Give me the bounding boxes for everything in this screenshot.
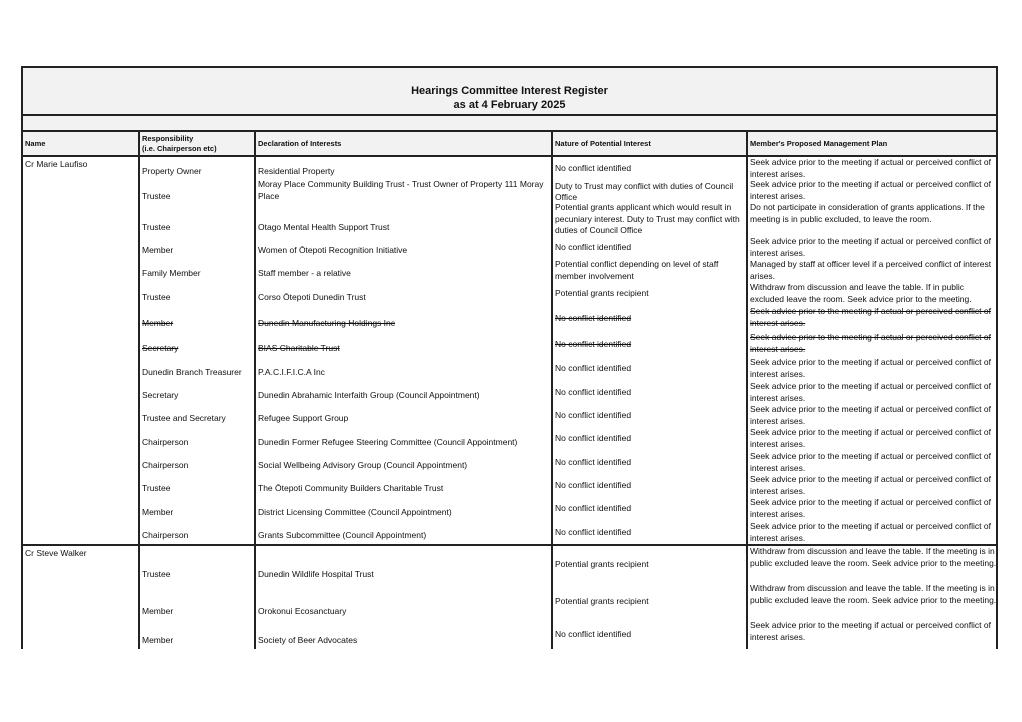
- header-responsibility-line1: Responsibility: [142, 133, 194, 143]
- plan-cell: [748, 236, 998, 259]
- responsibility-cell-text: Chairperson: [142, 436, 189, 447]
- nature-cell-text: Potential grants recipient: [555, 595, 649, 606]
- nature-cell-text: No conflict identified: [555, 526, 632, 537]
- declaration-cell-text: Dunedin Wildlife Hospital Trust: [258, 568, 374, 579]
- nature-cell: [553, 404, 748, 427]
- nature-cell: [553, 474, 748, 497]
- plan-cell-text: Seek advice prior to the meeting if actual or perceived conflict of interest arises.: [750, 236, 991, 258]
- table-row: [140, 474, 998, 497]
- declaration-cell: [256, 282, 553, 306]
- plan-cell-text: Withdraw from discussion and leave the table. If the meeting is in public excluded leave the room. Seek advice prior to the meeting.: [750, 583, 997, 605]
- plan-cell-text: Seek advice prior to the meeting if actual or perceived conflict of interest arises.: [750, 179, 991, 201]
- table-row: [140, 332, 998, 357]
- table-row: [140, 583, 998, 620]
- declaration-cell: [256, 474, 553, 497]
- responsibility-cell-text: Trustee: [142, 222, 171, 232]
- declaration-cell: [256, 202, 553, 237]
- declaration-cell: [256, 236, 553, 259]
- header-plan: Member's Proposed Management Plan: [750, 138, 888, 148]
- header-responsibility: [140, 132, 256, 155]
- table-row: [140, 546, 998, 583]
- declaration-cell-text: Dunedin Abrahamic Interfaith Group (Council Appointment): [258, 389, 480, 400]
- responsibility-cell: [140, 259, 256, 282]
- responsibility-cell-text: Member: [142, 244, 174, 255]
- nature-cell-text: No conflict identified: [555, 409, 632, 420]
- table-header: [21, 132, 998, 157]
- nature-cell: [553, 521, 748, 544]
- nature-cell-text: Potential grants recipient: [555, 558, 649, 569]
- responsibility-cell-text: Trustee: [142, 482, 171, 493]
- plan-cell-text: Seek advice prior to the meeting if actual or perceived conflict of interest arises.: [750, 306, 991, 328]
- plan-cell: [748, 381, 998, 404]
- nature-cell-text: Potential grants applicant which would result in pecuniary interest. Duty to Trust may conflict with duties of Council Office: [555, 202, 740, 235]
- nature-cell: [553, 259, 748, 282]
- plan-cell-text: Seek advice prior to the meeting if actual or perceived conflict of interest arises.: [750, 157, 991, 179]
- declaration-cell-text: Otago Mental Health Support Trust: [258, 222, 390, 232]
- responsibility-cell: [140, 404, 256, 427]
- nature-cell: [553, 546, 748, 583]
- nature-cell-text: No conflict identified: [555, 338, 632, 349]
- nature-cell: [553, 157, 748, 180]
- declaration-cell-text: District Licensing Committee (Council Appointment): [258, 506, 452, 517]
- table-row: [140, 202, 998, 236]
- responsibility-cell-text: Trustee and Secretary: [142, 412, 226, 423]
- plan-cell: [748, 546, 998, 583]
- table-row: [140, 306, 998, 332]
- declaration-cell: [256, 451, 553, 474]
- nature-cell-text: Potential conflict depending on level of staff member involvement: [555, 259, 719, 281]
- table-body: [21, 157, 998, 649]
- responsibility-cell: [140, 282, 256, 306]
- declaration-cell-text: BIAS Charitable Trust: [258, 342, 340, 353]
- responsibility-cell: [140, 332, 256, 357]
- header-nature: Nature of Potential Interest: [553, 132, 748, 155]
- nature-cell: [553, 620, 748, 649]
- nature-cell-text: No conflict identified: [555, 313, 632, 324]
- nature-cell-text: No conflict identified: [555, 479, 632, 490]
- nature-cell: [553, 381, 748, 404]
- nature-cell-text: Potential grants recipient: [555, 288, 649, 299]
- plan-cell: [748, 474, 998, 497]
- responsibility-cell: [140, 202, 256, 237]
- declaration-cell: [256, 427, 553, 451]
- declaration-cell-text: Moray Place Community Building Trust - Trust Owner of Property 111 Moray Place: [258, 179, 544, 201]
- nature-cell: [553, 236, 748, 259]
- nature-cell: [553, 427, 748, 451]
- header-declaration: Declaration of Interests: [256, 132, 553, 155]
- plan-cell-text: Seek advice prior to the meeting if actual or perceived conflict of interest arises.: [750, 332, 991, 354]
- plan-cell-text: Withdraw from discussion and leave the table. If in public excluded leave the room. Seek advice prior to the meeting.: [750, 282, 972, 304]
- plan-cell-text: Seek advice prior to the meeting if actual or perceived conflict of interest arises.: [750, 451, 991, 473]
- table-row: [140, 282, 998, 306]
- plan-cell-text: Seek advice prior to the meeting if actual or perceived conflict of interest arises.: [750, 620, 991, 642]
- spacer-row: [21, 116, 998, 132]
- interest-rows: [140, 546, 998, 649]
- plan-cell-text: Seek advice prior to the meeting if actual or perceived conflict of interest arises.: [750, 474, 991, 496]
- plan-cell: [748, 357, 998, 381]
- responsibility-cell-text: Member: [142, 634, 174, 645]
- header-responsibility-line2: (i.e. Chairperson etc): [142, 143, 217, 153]
- table-row: [140, 427, 998, 451]
- nature-cell-text: No conflict identified: [555, 456, 632, 467]
- table-row: [140, 404, 998, 427]
- responsibility-cell-text: Chairperson: [142, 459, 189, 470]
- declaration-cell-text: Dunedin Former Refugee Steering Committee (Council Appointment): [258, 436, 518, 447]
- table-row: [140, 157, 998, 179]
- declaration-cell: [256, 306, 553, 332]
- plan-cell: [748, 620, 998, 649]
- plan-cell: [748, 259, 998, 282]
- plan-cell-text: Seek advice prior to the meeting if actual or perceived conflict of interest arises.: [750, 427, 991, 449]
- plan-cell-text: Seek advice prior to the meeting if actual or perceived conflict of interest arises.: [750, 404, 991, 426]
- table-row: [140, 236, 998, 259]
- nature-cell-text: No conflict identified: [555, 363, 632, 374]
- table-row: [140, 620, 998, 649]
- nature-cell: [553, 332, 748, 357]
- table-row: [140, 179, 998, 202]
- responsibility-cell-text: Member: [142, 506, 174, 517]
- declaration-cell-text: Corso Ōtepoti Dunedin Trust: [258, 291, 366, 302]
- declaration-cell: [256, 357, 553, 381]
- plan-cell-text: Do not participate in consideration of grants applications. If the meeting is in public excluded, to leave the room.: [750, 202, 985, 224]
- nature-cell-text: No conflict identified: [555, 162, 632, 173]
- responsibility-cell-text: Secretary: [142, 342, 179, 353]
- responsibility-cell-text: Trustee: [142, 568, 171, 579]
- responsibility-cell: [140, 236, 256, 259]
- plan-cell-text: Seek advice prior to the meeting if actual or perceived conflict of interest arises.: [750, 357, 991, 379]
- member-group: [21, 546, 998, 649]
- plan-cell: [748, 332, 998, 357]
- responsibility-cell-text: Property Owner: [142, 165, 202, 176]
- declaration-cell-text: Social Wellbeing Advisory Group (Council Appointment): [258, 459, 468, 470]
- declaration-cell: [256, 620, 553, 649]
- declaration-cell-text: Refugee Support Group: [258, 412, 349, 423]
- plan-cell: [748, 202, 998, 237]
- responsibility-cell: [140, 497, 256, 521]
- member-name: Cr Marie Laufiso: [23, 157, 140, 544]
- title-block: [21, 66, 998, 116]
- declaration-cell-text: Orokonui Ecosanctuary: [258, 605, 347, 616]
- responsibility-cell: [140, 357, 256, 381]
- member-group: [21, 157, 998, 546]
- responsibility-cell: [140, 474, 256, 497]
- plan-cell-text: Seek advice prior to the meeting if actual or perceived conflict of interest arises.: [750, 497, 991, 519]
- nature-cell: [553, 306, 748, 332]
- nature-cell: [553, 357, 748, 381]
- declaration-cell: [256, 381, 553, 404]
- nature-cell-text: No conflict identified: [555, 433, 632, 444]
- declaration-cell: [256, 497, 553, 521]
- responsibility-cell-text: Trustee: [142, 190, 171, 201]
- nature-cell: [553, 583, 748, 620]
- responsibility-cell-text: Chairperson: [142, 529, 189, 540]
- responsibility-cell: [140, 620, 256, 649]
- nature-cell: [553, 497, 748, 521]
- plan-cell-text: Seek advice prior to the meeting if actual or perceived conflict of interest arises.: [750, 521, 991, 543]
- responsibility-cell-text: Family Member: [142, 267, 201, 278]
- nature-cell-text: No conflict identified: [555, 628, 632, 639]
- table-row: [140, 357, 998, 381]
- plan-cell: [748, 583, 998, 620]
- register-title: Hearings Committee Interest Register: [411, 85, 608, 97]
- nature-cell-text: No conflict identified: [555, 503, 632, 514]
- plan-cell: [748, 451, 998, 474]
- declaration-cell: [256, 404, 553, 427]
- declaration-cell: [256, 583, 553, 620]
- plan-cell: [748, 521, 998, 544]
- register-date: as at 4 February 2025: [453, 99, 566, 111]
- plan-cell-text: Seek advice prior to the meeting if actual or perceived conflict of interest arises.: [750, 381, 991, 403]
- table-row: [140, 451, 998, 474]
- responsibility-cell: [140, 451, 256, 474]
- plan-cell: [748, 404, 998, 427]
- plan-cell: [748, 282, 998, 306]
- header-name: Name: [23, 132, 140, 155]
- table-row: [140, 521, 998, 544]
- declaration-cell: [256, 546, 553, 583]
- declaration-cell: [256, 157, 553, 180]
- declaration-cell-text: P.A.C.I.F.I.C.A Inc: [258, 366, 325, 377]
- declaration-cell: [256, 332, 553, 357]
- plan-cell: [748, 427, 998, 451]
- declaration-cell: [256, 259, 553, 282]
- responsibility-cell: [140, 381, 256, 404]
- responsibility-cell: [140, 521, 256, 544]
- responsibility-cell-text: Member: [142, 317, 174, 328]
- plan-cell: [748, 497, 998, 521]
- responsibility-cell: [140, 546, 256, 583]
- responsibility-cell-text: Trustee: [142, 291, 171, 302]
- responsibility-cell-text: Dunedin Branch Treasurer: [142, 366, 242, 377]
- declaration-cell-text: Grants Subcommittee (Council Appointment): [258, 529, 427, 540]
- responsibility-cell: [140, 157, 256, 180]
- declaration-cell-text: The Ōtepoti Community Builders Charitable Trust: [258, 482, 444, 493]
- nature-cell-text: No conflict identified: [555, 386, 632, 397]
- table-row: [140, 259, 998, 282]
- nature-cell: [553, 451, 748, 474]
- declaration-cell-text: Dunedin Manufacturing Holdings Inc: [258, 317, 396, 328]
- declaration-cell-text: Residential Property: [258, 165, 335, 176]
- plan-cell-text: Managed by staff at officer level if a perceived conflict of interest arises.: [750, 259, 992, 281]
- nature-cell: [553, 202, 748, 237]
- declaration-cell-text: Society of Beer Advocates: [258, 634, 358, 645]
- declaration-cell-text: Staff member - a relative: [258, 267, 351, 278]
- nature-cell-text: No conflict identified: [555, 241, 632, 252]
- responsibility-cell: [140, 306, 256, 332]
- plan-cell: [748, 157, 998, 180]
- nature-cell-text: Duty to Trust may conflict with duties of Council Office: [555, 180, 734, 202]
- responsibility-cell-text: Member: [142, 605, 174, 616]
- table-row: [140, 497, 998, 521]
- responsibility-cell: [140, 583, 256, 620]
- responsibility-cell: [140, 427, 256, 451]
- responsibility-cell-text: Secretary: [142, 389, 179, 400]
- declaration-cell: [256, 521, 553, 544]
- plan-cell-text: Withdraw from discussion and leave the table. If the meeting is in public excluded leave the room. Seek advice prior to the meeting.: [750, 546, 997, 568]
- declaration-cell-text: Women of Ōtepoti Recognition Initiative: [258, 244, 408, 255]
- nature-cell: [553, 282, 748, 306]
- member-name: Cr Steve Walker: [23, 546, 140, 649]
- interest-rows: [140, 157, 998, 544]
- interest-register-sheet: [21, 66, 998, 649]
- plan-cell: [748, 306, 998, 332]
- table-row: [140, 381, 998, 404]
